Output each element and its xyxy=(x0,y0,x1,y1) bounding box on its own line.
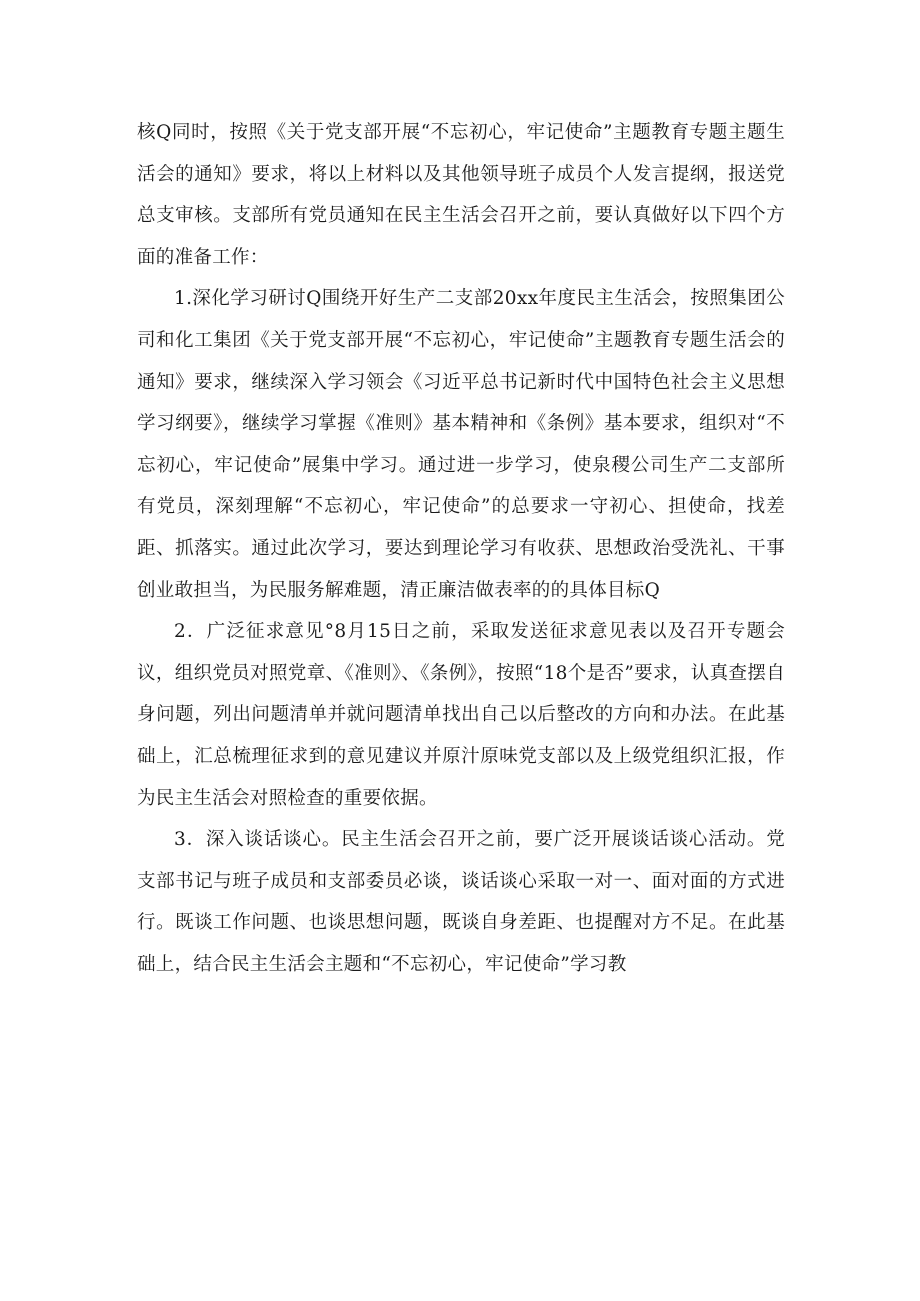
paragraph-item-1-study: 1.深化学习研讨Q围绕开好生产二支部20xx年度民主生活会，按照集团公司和化工集团《关于党支部开展“不忘初心，牢记使命”主题教育专题生活会的通知》要求，继续深入学习领会《习近平总书记新时代中国特色社会主义思想学习纲要》，继续学习掌握《准则》基本精神和《条例》基本要求，组织对“不忘初心，牢记使命”展集中学习。通过进一步学习，使泉稷公司生产二支部所有党员，深刻理解“不忘初心，牢记使命”的总要求一守初心、担使命，找差距、抓落实。通过此次学习，要达到理论学习有收获、思想政治受洗礼、干事创业敢担当，为民服务解难题，清正廉洁做表率的的具体目标Q xyxy=(137,288,785,601)
document-body xyxy=(137,112,785,985)
paragraph-item-2-opinions: 2．广泛征求意见°8月15日之前，采取发送征求意见表以及召开专题会议，组织党员对照党章、《准则》、《条例》，按照“18个是否”要求，认真查摆自身问题，列出问题清单并就问题清单找出自己以后整改的方向和办法。在此基础上，汇总梳理征求到的意见建议并原汁原味党支部以及上级党组织汇报，作为民主生活会对照检查的重要依据。 xyxy=(137,621,785,809)
paragraph-continuation: 核Q同时，按照《关于党支部开展“不忘初心，牢记使命”主题教育专题主题生活会的通知》要求，将以上材料以及其他领导班子成员个人发言提纲，报送党总支审核。支部所有党员通知在民主生活会召开之前，要认真做好以下四个方面的准备工作： xyxy=(137,122,785,268)
paragraph-item-3-talks: 3．深入谈话谈心。民主生活会召开之前，要广泛开展谈话谈心活动。党支部书记与班子成员和支部委员必谈，谈话谈心采取一对一、面对面的方式进行。既谈工作问题、也谈思想问题，既谈自身差距、也提醒对方不足。在此基础上，结合民主生活会主题和“不忘初心，牢记使命”学习教 xyxy=(137,829,785,975)
